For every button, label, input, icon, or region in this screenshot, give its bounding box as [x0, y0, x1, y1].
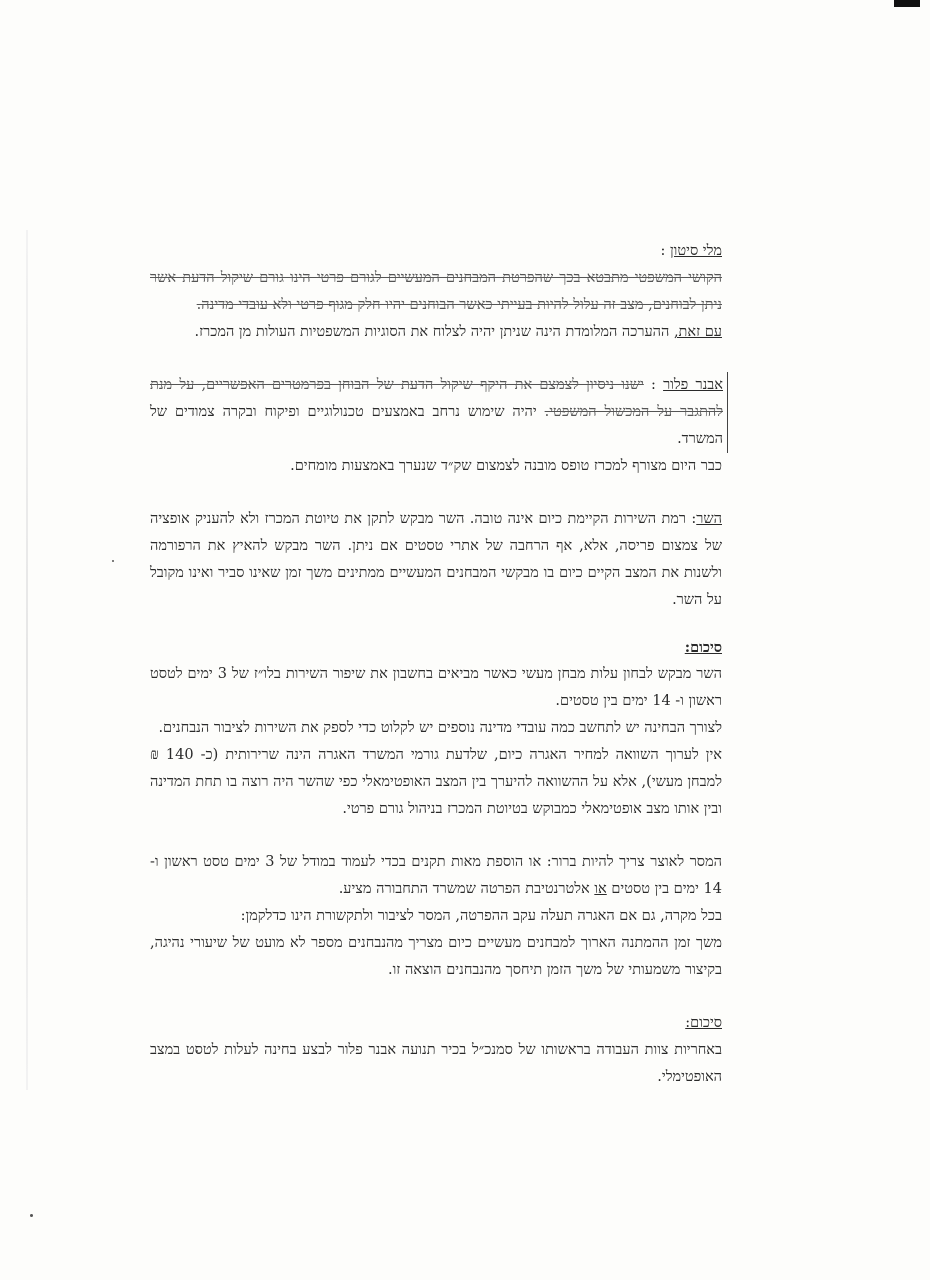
- paragraph-text: אלטרנטיבת הפרטה שמשרד התחבורה מציע.: [338, 881, 590, 897]
- paragraph: בכל מקרה, גם אם האגרה תעלה עקב ההפרטה, המסר לציבור ולתקשורת הינו כדלקמן:: [240, 908, 722, 924]
- block-avner-flor: [150, 372, 728, 453]
- block-mali-siton: מלי סיטון :: [660, 243, 722, 259]
- paragraph: משך זמן ההמתנה הארוך למבחנים מעשיים כיום מצריך מהנבחנים מספר לא מועט של שיעורי נהיגה, בקיצור משמעותי של משך הזמן תיחסך מהנבחנים הוצאה זו.: [150, 935, 722, 978]
- paragraph-text: המסר לאוצר צריך להיות ברור: או הוספת מאות תקנים בכדי לעמוד במודל של 3 ימים טסט ראשון ו- 14 ימים בין טסטים: [150, 854, 722, 897]
- paragraph: השר מבקש לבחון עלות מבחן מעשי כאשר מביאים בחשבון את שיפור השירות בלו״ז של 3 ימים לטסט ראשון ו- 14 ימים בין טסטים.: [150, 666, 723, 709]
- speaker-name: השר: [696, 511, 722, 527]
- scan-speck: [30, 1214, 33, 1217]
- scan-corner-mark: [894, 0, 920, 7]
- paragraph-text: רמת השירות הקיימת כיום אינה טובה. השר מבקש לתקן את טיוטת המכרז ולא להעניק אופציה של צמצום פריסה, אלא, אף הרחבה של אתרי טסטים אם ניתן. השר מבקש להאיץ את הרפורמה ולשנות את המצב הקיים כיום בו מבקשי המבחנים המעשיים ממתינים משך זמן שאינו סביר ואינו מקובל על השר.: [150, 511, 722, 608]
- lead-in: עם זאת,: [673, 324, 722, 340]
- paragraph: אין לערוך השוואה למחיר האגרה כיום, שלדעת גורמי המשרד האגרה הינה שרירותית (כ- 140 ₪ למבחן מעשי), אלא על ההשוואה להיערך בין המצב האופטימאלי כפי שהשר היה רוצה בו תחת המדינה ובין אותו מצב אופטימאלי כמבוקש בטיוטת המכרז בניהול גורם פרטי.: [150, 747, 722, 817]
- paragraph-text: ההערכה המלומדת הינה שניתן יהיה לצלוח את הסוגיות המשפטיות העולות מן המכרז.: [194, 324, 670, 340]
- paragraph: [150, 319, 722, 346]
- struck-text: ישנו ניסיון לצמצם את היקף שיקול הדעת של הבוחן בפרמטרים האפשריים, על מנת להתגבר על המכשול המשפטי.: [150, 377, 723, 420]
- paragraph: אבנר פלור : ישנו ניסיון לצמצם את היקף שיקול הדעת של הבוחן בפרמטרים האפשריים, על מנת להתגבר על המכשול המשפטי. יהיה שימוש נרחב באמצעים טכנולוגיים ופיקוח ובקרה צמודים של המשרד.: [150, 377, 723, 447]
- paragraph: לצורך הבחינה יש לתחשב כמה עובדי מדינה נוספים יש לקלוט כדי לספק את השירות לציבור הנבחנים.: [158, 720, 722, 736]
- paragraph: [150, 849, 722, 903]
- section-title: סיכום:: [685, 1015, 722, 1031]
- document-body: [150, 238, 722, 1091]
- scan-speck: [112, 560, 114, 562]
- paragraph: באחריות צוות העבודה בראשותו של סמנכ״ל בכיר תנועה אבנר פלור לבצע בחינה לעלות לטסט במצב האופטימלי.: [150, 1042, 722, 1085]
- speaker-name: אבנר פלור: [663, 377, 723, 393]
- scan-edge-shadow: [26, 230, 28, 1090]
- section-title: סיכום:: [684, 639, 722, 656]
- speaker-name: מלי סיטון: [669, 243, 722, 259]
- block-minister: השר: רמת השירות הקיימת כיום אינה טובה. השר מבקש לתקן את טיוטת המכרז ולא להעניק אופציה של צמצום פריסה, אלא, אף הרחבה של אתרי טסטים אם ניתן. השר מבקש להאיץ את הרפורמה ולשנות את המצב הקיים כיום בו מבקשי המבחנים המעשיים ממתינים משך זמן שאינו סביר ואינו מקובל על השר.: [150, 511, 722, 608]
- emphasis-or: או: [594, 881, 607, 897]
- paragraph: כבר היום מצורף למכרז טופס מובנה לצמצום שק״ד שנערך באמצעות מומחים.: [290, 458, 722, 474]
- struck-text: הקושי המשפטי מתבטא בכך שהפרטת המבחנים המעשיים לגורם פרטי הינו גורם שיקול הדעת אשר ניתן לבוחנים, מצב זה עלול להיות בעייתי כאשר הבוחנים יהיו חלק מגוף פרטי ולא עובדי מדינה.: [150, 270, 722, 313]
- paragraph-text: יהיה שימוש נרחב באמצעים טכנולוגיים ופיקוח ובקרה צמודים של המשרד.: [150, 404, 723, 447]
